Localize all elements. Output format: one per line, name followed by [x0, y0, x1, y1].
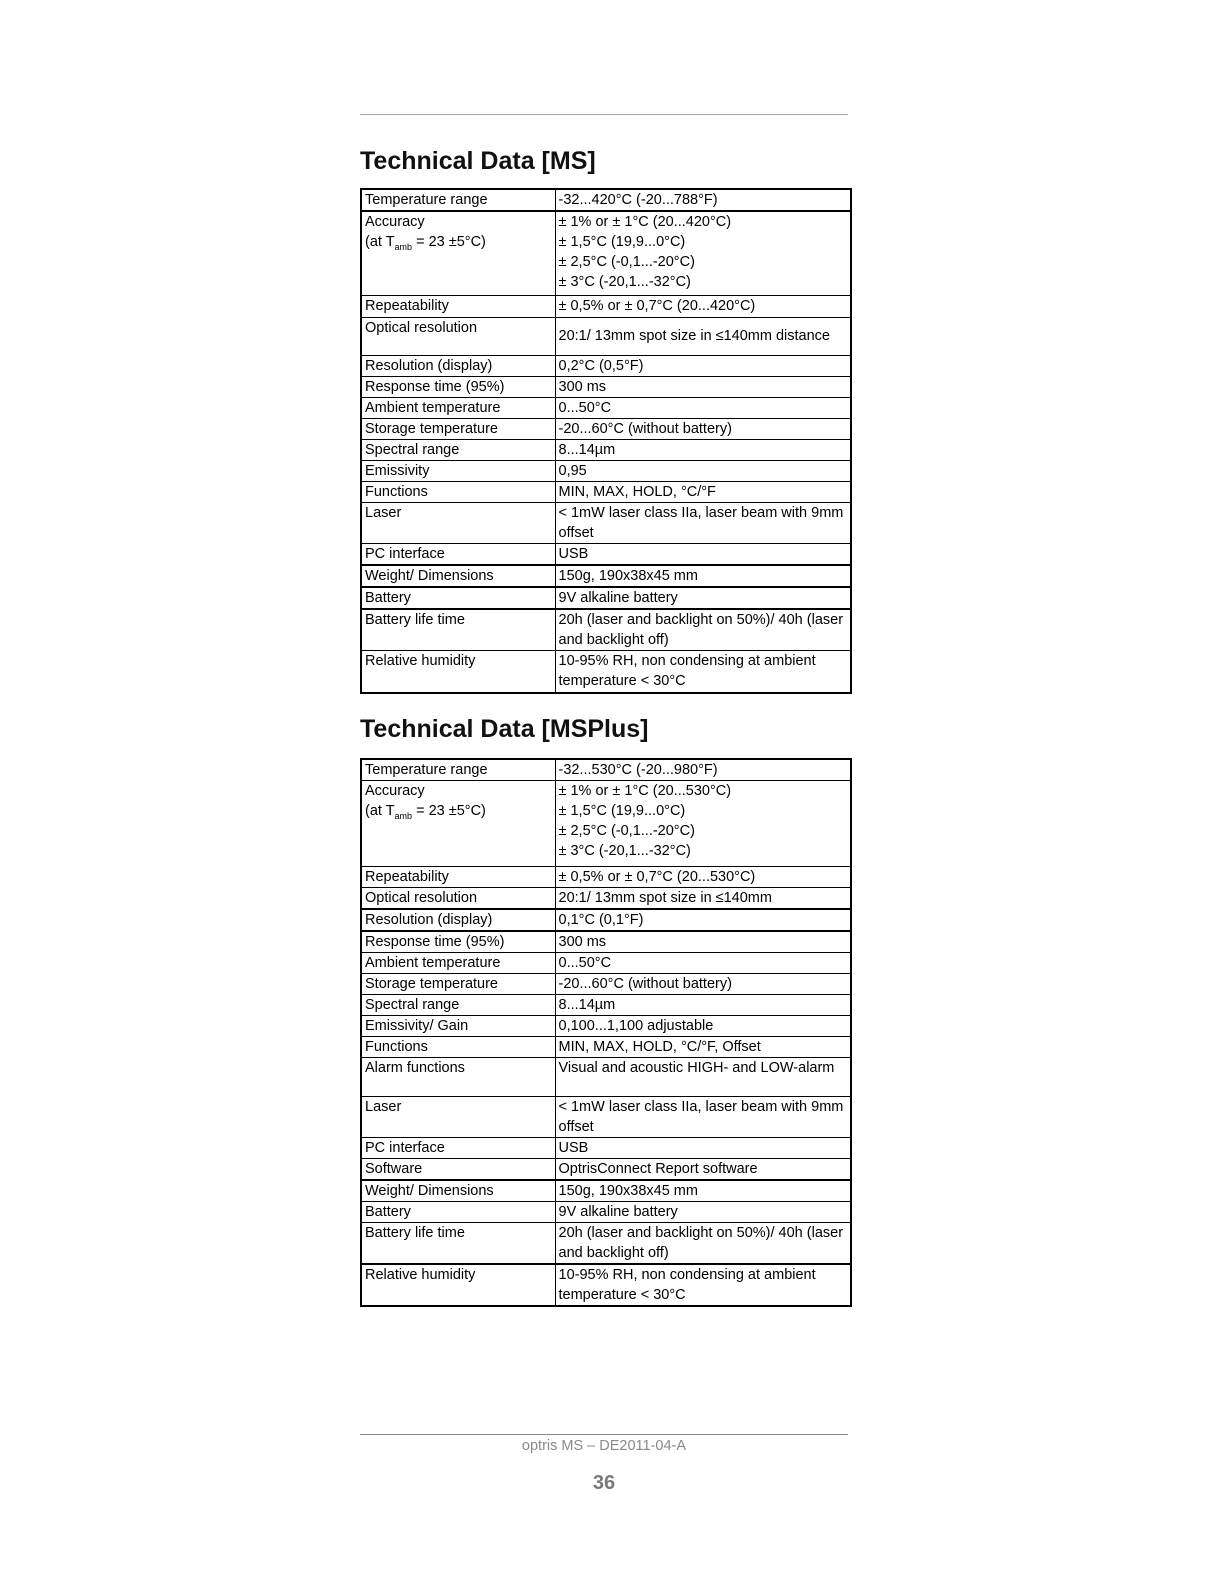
footer-document-id: optris MS – DE2011-04-A	[521, 1438, 687, 1454]
spec-value: OptrisConnect Report software	[558, 1161, 758, 1177]
spec-label: Temperature range	[365, 192, 488, 208]
spec-value: ± 0,5% or ± 0,7°C (20...420°C)	[558, 297, 756, 314]
spec-value: ± 3°C (-20,1...-32°C)	[558, 274, 691, 290]
spec-row	[361, 587, 851, 609]
spec-row	[361, 867, 851, 888]
spec-label-cell	[361, 1138, 555, 1159]
spec-row	[361, 1058, 851, 1097]
spec-value: 20h (laser and backlight on 50%)/ 40h (laser and backlight off)	[558, 611, 844, 648]
spec-value: ± 3°C (-20,1...-32°C)	[558, 843, 691, 859]
spec-row	[361, 1097, 851, 1138]
spec-row	[361, 1264, 851, 1306]
spec-label: Battery	[365, 589, 411, 606]
spec-row	[361, 931, 851, 953]
spec-value-cell	[555, 502, 851, 543]
spec-value-cell	[555, 609, 851, 651]
spec-row	[361, 651, 851, 693]
spec-value-cell	[555, 1180, 851, 1202]
spec-label: Response time (95%)	[365, 378, 505, 395]
spec-value: -20...60°C (without battery)	[558, 976, 732, 992]
spec-label-cell	[361, 1202, 555, 1223]
spec-label-cell	[361, 1097, 555, 1138]
spec-value: 0...50°C	[558, 955, 612, 971]
spec-value-cell	[555, 418, 851, 439]
spec-value-cell	[555, 953, 851, 974]
spec-label: Laser	[365, 504, 402, 521]
spec-label-cell	[361, 295, 555, 317]
spec-row	[361, 418, 851, 439]
spec-row	[361, 974, 851, 995]
spec-value: Visual and acoustic HIGH- and LOW-alarm	[558, 1060, 835, 1076]
spec-value-cell	[555, 355, 851, 376]
spec-value-cell	[555, 587, 851, 609]
spec-label-cell	[361, 543, 555, 565]
footer-divider	[360, 1434, 848, 1435]
spec-label: Accuracy	[365, 214, 425, 230]
spec-label-cell	[361, 502, 555, 543]
spec-value: 300 ms	[558, 934, 607, 950]
spec-label: Ambient temperature	[365, 399, 501, 416]
spec-value: < 1mW laser class IIa, laser beam with 9mm offset	[558, 504, 844, 541]
spec-value: < 1mW laser class IIa, laser beam with 9mm offset	[558, 1099, 844, 1135]
spec-value: 8...14µm	[558, 997, 616, 1013]
spec-row	[361, 1180, 851, 1202]
spec-label: Repeatability	[365, 869, 449, 885]
spec-label: Emissivity/ Gain	[365, 1018, 469, 1034]
spec-label-cell	[361, 1180, 555, 1202]
spec-label-cell	[361, 460, 555, 481]
spec-row	[361, 565, 851, 587]
spec-value: 0,2°C (0,5°F)	[558, 357, 644, 374]
spec-label: Spectral range	[365, 441, 460, 458]
spec-value: ± 2,5°C (-0,1...-20°C)	[558, 254, 695, 270]
spec-row	[361, 1159, 851, 1181]
condition-subscript: amb	[394, 810, 413, 821]
page-number: 36	[592, 1472, 616, 1494]
spec-value-cell	[555, 1223, 851, 1265]
spec-label-cell	[361, 781, 555, 867]
spec-label: Resolution (display)	[365, 912, 493, 928]
spec-value-cell	[555, 295, 851, 317]
spec-label: Battery life time	[365, 1225, 465, 1241]
spec-value-cell	[555, 1159, 851, 1181]
spec-value-cell	[555, 1202, 851, 1223]
spec-row	[361, 355, 851, 376]
spec-label: Laser	[365, 1099, 402, 1115]
spec-value: ± 1,5°C (19,9...0°C)	[558, 803, 686, 819]
spec-label: Weight/ Dimensions	[365, 567, 494, 584]
spec-label-cell	[361, 439, 555, 460]
spec-label-cell	[361, 974, 555, 995]
spec-row	[361, 397, 851, 418]
spec-value: MIN, MAX, HOLD, °C/°F	[558, 483, 716, 500]
spec-label: Storage temperature	[365, 976, 498, 992]
spec-row	[361, 211, 851, 295]
spec-label-cell	[361, 1016, 555, 1037]
spec-value-cell	[555, 781, 851, 867]
spec-label-cell	[361, 189, 555, 211]
spec-label: Relative humidity	[365, 1267, 476, 1283]
spec-table-ms	[360, 188, 852, 694]
spec-value-cell	[555, 317, 851, 355]
spec-label-cell	[361, 867, 555, 888]
spec-value-cell	[555, 189, 851, 211]
spec-label-cell	[361, 995, 555, 1016]
spec-value-cell	[555, 481, 851, 502]
spec-row	[361, 376, 851, 397]
spec-table-msplus	[360, 758, 852, 1307]
spec-value-cell	[555, 1016, 851, 1037]
spec-value-cell	[555, 1037, 851, 1058]
spec-value-cell	[555, 1138, 851, 1159]
spec-row	[361, 1202, 851, 1223]
spec-value: 10-95% RH, non condensing at ambient temperature < 30°C	[558, 1267, 816, 1303]
spec-label-cell	[361, 759, 555, 781]
spec-label-cell	[361, 909, 555, 931]
spec-label-cell	[361, 1223, 555, 1265]
spec-label-cell	[361, 931, 555, 953]
spec-label-cell	[361, 211, 555, 295]
spec-label-cell	[361, 397, 555, 418]
spec-value: 300 ms	[558, 378, 607, 395]
spec-label-cell	[361, 888, 555, 910]
spec-value: -20...60°C (without battery)	[558, 420, 732, 437]
spec-row	[361, 1016, 851, 1037]
spec-value-cell	[555, 397, 851, 418]
spec-row	[361, 189, 851, 211]
spec-row	[361, 781, 851, 867]
spec-label: Accuracy	[365, 783, 425, 799]
spec-row	[361, 543, 851, 565]
spec-label: Battery life time	[365, 611, 465, 628]
spec-row	[361, 481, 851, 502]
spec-label-cell	[361, 953, 555, 974]
spec-value-cell	[555, 543, 851, 565]
spec-label-cell	[361, 1037, 555, 1058]
spec-value-cell	[555, 1264, 851, 1306]
section-title-msplus: Technical Data [MSPlus]	[360, 715, 649, 743]
spec-row	[361, 439, 851, 460]
spec-value-cell	[555, 460, 851, 481]
spec-value: 0,100...1,100 adjustable	[558, 1018, 714, 1034]
spec-label: PC interface	[365, 1140, 445, 1156]
spec-row	[361, 995, 851, 1016]
spec-value: USB	[558, 1140, 589, 1156]
spec-row	[361, 759, 851, 781]
spec-value: 0,1°C (0,1°F)	[558, 912, 644, 928]
spec-label-condition	[365, 801, 552, 821]
spec-row	[361, 609, 851, 651]
spec-value: 8...14µm	[558, 441, 616, 458]
spec-value-cell	[555, 909, 851, 931]
spec-value-cell	[555, 565, 851, 587]
spec-label: PC interface	[365, 545, 445, 562]
spec-row	[361, 909, 851, 931]
spec-row	[361, 317, 851, 355]
spec-label-condition	[365, 232, 552, 252]
spec-label-cell	[361, 376, 555, 397]
condition-prefix: (at T	[365, 803, 395, 819]
condition-prefix: (at T	[365, 234, 395, 250]
spec-value-cell	[555, 439, 851, 460]
spec-label-cell	[361, 418, 555, 439]
spec-label-cell	[361, 355, 555, 376]
spec-value: ± 1% or ± 1°C (20...530°C)	[558, 783, 732, 799]
spec-label: Relative humidity	[365, 653, 476, 669]
spec-value-cell	[555, 931, 851, 953]
spec-label-cell	[361, 1159, 555, 1181]
spec-row	[361, 1138, 851, 1159]
spec-value: ± 1% or ± 1°C (20...420°C)	[558, 214, 732, 230]
spec-value: 150g, 190x38x45 mm	[558, 1183, 698, 1199]
spec-value: 9V alkaline battery	[558, 589, 678, 606]
spec-label: Weight/ Dimensions	[365, 1183, 494, 1199]
spec-label: Optical resolution	[365, 890, 478, 906]
spec-value: 0...50°C	[558, 399, 612, 416]
spec-label: Ambient temperature	[365, 955, 501, 971]
spec-label: Spectral range	[365, 997, 460, 1013]
spec-label-cell	[361, 651, 555, 693]
spec-label: Response time (95%)	[365, 934, 505, 950]
spec-table-msplus-body	[361, 759, 851, 1306]
spec-label-cell	[361, 587, 555, 609]
spec-value: 150g, 190x38x45 mm	[558, 567, 698, 584]
spec-label: Functions	[365, 483, 428, 500]
spec-value: MIN, MAX, HOLD, °C/°F, Offset	[558, 1039, 761, 1055]
spec-value-cell	[555, 376, 851, 397]
spec-label: Emissivity	[365, 462, 430, 479]
section-title-ms: Technical Data [MS]	[360, 147, 596, 175]
spec-value: ± 0,5% or ± 0,7°C (20...530°C)	[558, 869, 756, 885]
spec-label-cell	[361, 481, 555, 502]
spec-value-cell	[555, 867, 851, 888]
spec-row	[361, 888, 851, 910]
spec-value-cell	[555, 1058, 851, 1097]
spec-value-cell	[555, 995, 851, 1016]
spec-label: Software	[365, 1161, 423, 1177]
spec-row	[361, 953, 851, 974]
spec-label: Functions	[365, 1039, 428, 1055]
spec-label: Alarm functions	[365, 1060, 465, 1076]
spec-value: 9V alkaline battery	[558, 1204, 678, 1220]
condition-suffix: = 23 ±5°C)	[412, 234, 486, 250]
spec-value: ± 1,5°C (19,9...0°C)	[558, 234, 686, 250]
spec-label-cell	[361, 609, 555, 651]
spec-value: 0,95	[558, 462, 587, 479]
spec-row	[361, 460, 851, 481]
spec-value-cell	[555, 211, 851, 295]
spec-value-cell	[555, 974, 851, 995]
spec-row	[361, 295, 851, 317]
spec-label-cell	[361, 565, 555, 587]
condition-subscript: amb	[394, 241, 413, 252]
spec-value: -32...420°C (-20...788°F)	[558, 192, 718, 208]
spec-value: 20:1/ 13mm spot size in ≤140mm	[558, 890, 772, 906]
spec-label: Optical resolution	[365, 319, 478, 336]
spec-value: 10-95% RH, non condensing at ambient temperature < 30°C	[558, 653, 816, 689]
spec-value-cell	[555, 651, 851, 693]
spec-value: ± 2,5°C (-0,1...-20°C)	[558, 823, 695, 839]
header-divider	[360, 114, 848, 115]
spec-value-cell	[555, 759, 851, 781]
spec-label: Battery	[365, 1204, 411, 1220]
spec-row	[361, 1223, 851, 1265]
spec-value: -32...530°C (-20...980°F)	[558, 762, 718, 778]
spec-label-cell	[361, 1058, 555, 1097]
spec-value: 20h (laser and backlight on 50%)/ 40h (laser and backlight off)	[558, 1225, 844, 1261]
spec-row	[361, 1037, 851, 1058]
spec-label: Resolution (display)	[365, 357, 493, 374]
spec-value: USB	[558, 545, 589, 562]
spec-table-ms-body	[361, 189, 851, 693]
spec-label-cell	[361, 317, 555, 355]
spec-value: 20:1/ 13mm spot size in ≤140mm distance	[558, 328, 830, 344]
spec-value-cell	[555, 888, 851, 910]
spec-label: Repeatability	[365, 297, 449, 314]
spec-row	[361, 502, 851, 543]
spec-label: Temperature range	[365, 762, 488, 778]
condition-suffix: = 23 ±5°C)	[412, 803, 486, 819]
spec-label: Storage temperature	[365, 420, 498, 437]
spec-label-cell	[361, 1264, 555, 1306]
spec-value-cell	[555, 1097, 851, 1138]
